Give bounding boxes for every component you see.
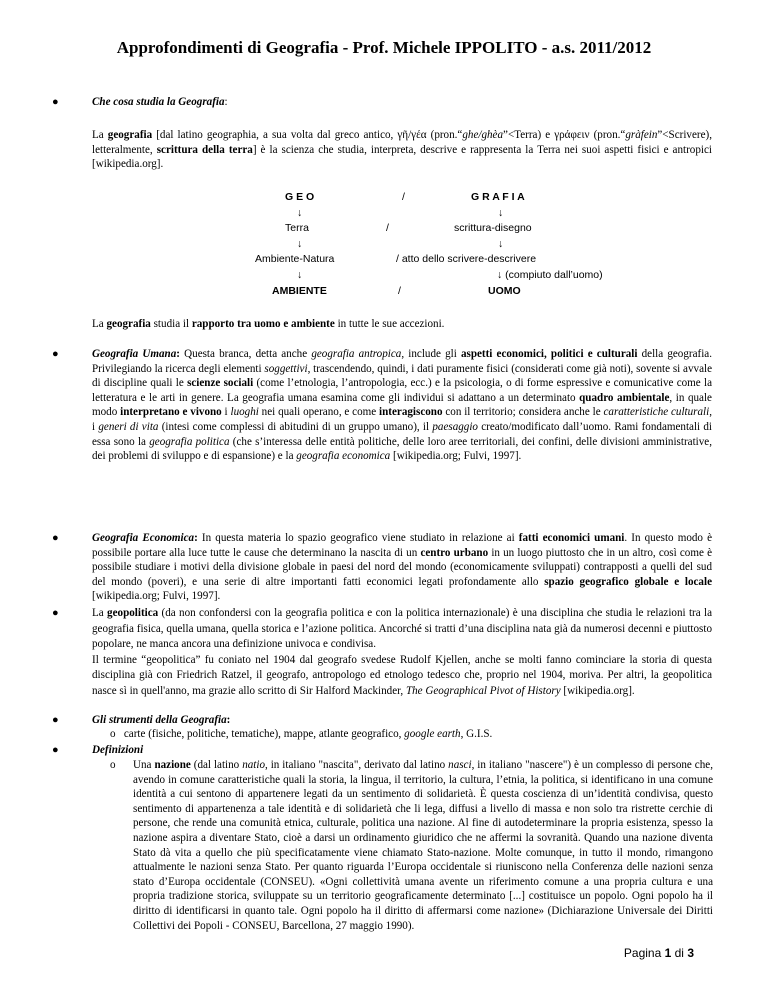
sub-bullet-icon: o [110, 759, 116, 771]
definition-geografia: La geografia [dal latino geographia, a sua volta dal greco antico, γῆ/γέα (pron.“ghe/ghèa”<Terra) e γράφειν (pron.“gràfein”<Scrivere), letteralmente, scrittura della terra] è la scienza che studia, interpreta, descrive e rappresenta la Terra nei suoi aspetti fisici e antropici [wikipedia.org]. [92, 129, 712, 171]
scheme-terra: Terra [285, 222, 309, 234]
bullet-icon: ● [52, 532, 59, 544]
scheme-geo: G E O [285, 191, 315, 203]
scheme-compiuto: ↓ (compiuto dall’uomo) [497, 269, 603, 281]
scheme-arrow-icon: ↓ [297, 238, 303, 250]
heading-strumenti: Gli strumenti della Geografia: [92, 714, 231, 726]
scheme-ambiente: AMBIENTE [272, 285, 327, 297]
paragraph-geografia-umana: Geografia Umana: Questa branca, detta anche geografia antropica, include gli aspetti economici, politici e culturali della geografia. Privilegiando la ricerca degli elementi soggettivi, trascendendo, quindi, i dati puramente fisici (considerati come già noti), sovente si avvale di discipline quali le scienze sociali (come l’etnologia, l’antropologia, ecc.) e la psicologia, o di forme espressive e comunicative come la letteratura e le arti in genere. La geografia umana esamina come gli individui si adattano a un determinato quadro ambientale, in quale modo interpretano e vivono i luoghi nei quali operano, e come interagiscono con il territorio; considera anche le caratteristiche culturali, i generi di vita (intesi come complessi di abitudini di un gruppo umano), il paesaggio creato/modificato dall’uomo. Rami fondamentali di essa sono la geografia politica (che s’interessa delle entità politiche, delle loro aree territoriali, dei confini, delle divisioni amministrative, dei problemi di sviluppo e di espansione) e la geografia economica [wikipedia.org; Fulvi, 1997]. [92, 348, 713, 463]
scheme-ambiente-natura: Ambiente-Natura [255, 253, 335, 265]
scheme-grafia: G R A F I A [471, 191, 525, 203]
item-strumenti: o carte (fisiche, politiche, tematiche), mappe, atlante geografico, google earth, G.I.S. [110, 728, 493, 740]
scheme-slash: / [386, 222, 389, 234]
heading-definizioni: Definizioni [92, 744, 144, 756]
bullet-icon: ● [52, 96, 59, 108]
scheme-atto: / atto dello scrivere-descrivere [396, 253, 537, 265]
scheme-arrow-icon: ↓ [297, 207, 303, 219]
scheme-arrow-icon: ↓ [297, 269, 303, 281]
studia-rapporto: La geografia studia il rapporto tra uomo e ambiente in tutte le sue accezioni. [92, 318, 445, 330]
heading-cosa-studia: Che cosa studia la Geografia: [92, 96, 228, 108]
bullet-icon: ● [52, 744, 59, 756]
page-title: Approfondimenti di Geografia - Prof. Michele IPPOLITO - a.s. 2011/2012 [116, 38, 652, 57]
bullet-icon: ● [52, 607, 59, 619]
scheme-arrow-icon: ↓ [498, 238, 504, 250]
bullet-icon: ● [52, 348, 59, 360]
scheme-slash: / [402, 191, 405, 203]
page-number: Pagina 1 di 3 [623, 946, 694, 960]
paragraph-geografia-economica: Geografia Economica: In questa materia lo spazio geografico viene studiato in relazione ai fatti economici umani. In questo modo è possibile portare alla luce tutte le cause che determinano la nascita di un centro urbano in un luogo piuttosto che in un altro, così come è possibile studiare i motivi della divisione globale in paesi del nord del mondo (economicamente sviluppati) contrapposti a quelli del sud del mondo (poveri), e una serie di altre importanti fatti economici legati profondamente allo spazio geografico globale e locale [wikipedia.org; Fulvi, 1997]. [92, 532, 712, 603]
bullet-icon: ● [52, 714, 59, 726]
paragraph-geopolitica: La geopolitica (da non confondersi con la geografia politica e con la politica internazionale) è una disciplina che studia le relazioni tra la geografia fisica, quella umana, quella storica e l’azione politica. Ancorché si tratti d’una disciplina nata già da numerosi decenni e piuttosto popolare, ne manca ancora una definizione univoca e condivisa. Il termine “geopolitica” fu coniato nel 1904 dal geografo svedese Rudolf Kjellen, anche se molti fanno cominciare la storia di questa disciplina già con Friedrich Ratzel, il geografo, antropologo ed etnologo tedesco che, proprio nel 1904, moriva. Per altri, la geopolitica nasce sì in quell'anno, ma grazie allo scritto di Sir Halford Mackinder, The Geographical Pivot of History [wikipedia.org]. [92, 607, 712, 697]
scheme-arrow-icon: ↓ [498, 207, 504, 219]
scheme-uomo: UOMO [488, 285, 521, 297]
scheme-slash: / [398, 285, 401, 297]
paragraph-nazione: Una nazione (dal latino natio, in italiano "nascita", derivato dal latino nasci, in italiano "nascere") è un complesso di persone che, avendo in comune caratteristiche quali la storia, la lingua, il territorio, la cultura, l’etnia, la politica, si identificano in una comune identità a cui sentono di appartenere legati da un sentimento di solidarietà. È questa coscienza di un’identità condivisa, questo sentimento di appartenenza a tale identità e di solidarietà che li lega, diffusi a livello di massa e non solo tra ristrette cerchie di persone, che rende una comunità etnica, culturale, politica una nazione. Al fine di autodeterminare la propria esistenza, spesso la nazione aspira a diventare Stato, cioè a darsi un ordinamento giuridico che ne affermi la sovranità. Quando una nazione diventa Stato dà vita a quello che più specificatamente viene chiamato Stato-nazione. Molte comunque, in tutto il mondo, rimangono attualmente le nazioni senza Stato. Per quanto riguarda l’Europa occidentale si riuniscono nella Conferenza delle nazioni senza stato d’Europa occidentale (CONSEU). «Ogni collettività umana avente un riferimento comune a una propria cultura e una propria tradizione storica, sviluppate su un territorio geograficamente determinato [...] costituisce un popolo. Ogni popolo ha il diritto di identificarsi in quanto tale. Ogni popolo ha il diritto di affermarsi come nazione» (Dichiarazione Universale dei Diritti Collettivi dei Popoli - CONSEU, Barcellona, 27 maggio 1990). [133, 759, 713, 932]
scheme-scrittura: scrittura-disegno [454, 222, 532, 234]
